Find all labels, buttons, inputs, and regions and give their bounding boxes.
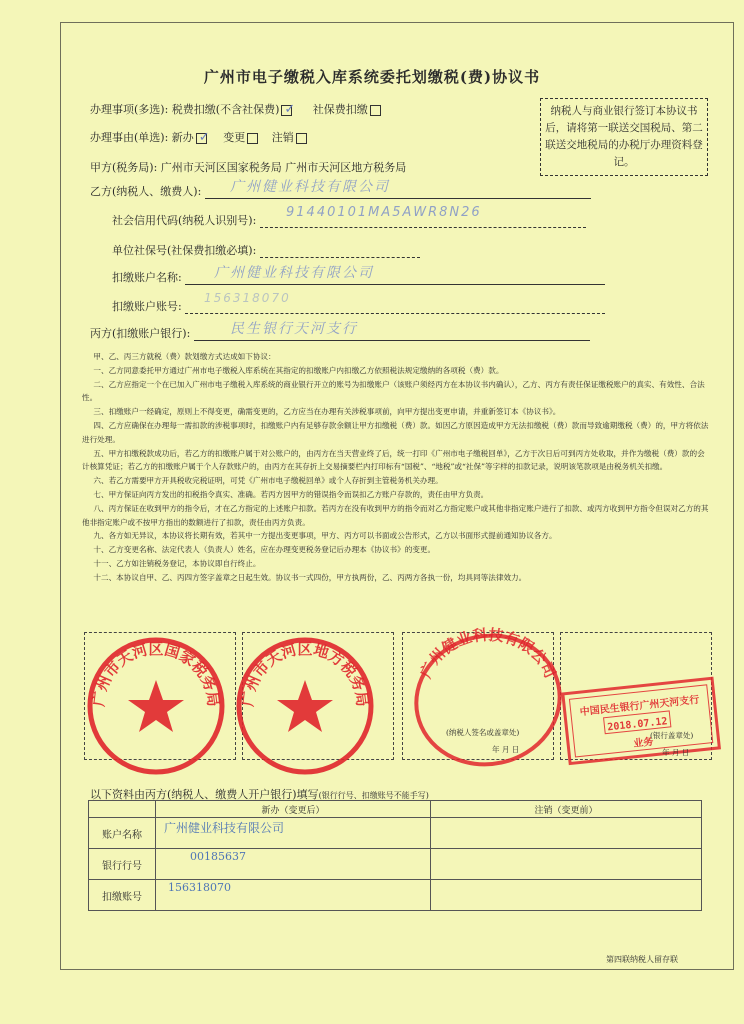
taxpayer-sign-label: (纳税人签名或盖章处) xyxy=(446,728,520,737)
bank-section-title: 以下资料由丙方(纳税人、缴费人开户银行)填写(银行行号、扣缴账号不能手写) xyxy=(90,788,429,801)
term-item: 八、丙方保证在收到甲方的指令后，才在乙方指定的上述账户扣款。若丙方在没有收到甲方的指令而对乙方指定账户或其他非指定账户进行了扣款、或丙方收到甲方指令但误对乙方的其他非指定账户或不按甲方指出的数额进行了扣款，责任由丙方负责。 xyxy=(82,503,709,527)
bank-info-table xyxy=(88,800,702,911)
footer-copy-label: 第四联纳税人留存联 xyxy=(606,955,678,964)
party-b-row: 乙方(纳税人、缴费人): xyxy=(90,183,591,199)
check-mark-icon: ✓ xyxy=(198,130,210,145)
reason-row: 办理事由(单选): 新办 ✓ 变更 注销 xyxy=(90,129,307,145)
seal-bank-tail: 业务 xyxy=(632,736,654,750)
document-title: 广州市电子缴税入库系统委托划缴税(费)协议书 xyxy=(203,68,541,86)
taxpayer-date-label: 年 月 日 xyxy=(492,745,520,754)
term-item: 九、各方如无异议，本协议将长期有效，若其中一方提出变更事项，甲方、丙方可以书面或公告形式，乙方以书面形式提前通知协议各方。 xyxy=(93,531,557,541)
seal-text: 广州健业科技有限公司 xyxy=(416,625,560,681)
seal-local-tax-icon xyxy=(239,640,372,772)
term-item: 二、乙方应指定一个在已加入广州市电子缴税入库系统的商业银行开立的账号为扣缴账户（该账户须经丙方在本协议书内确认），乙方、丙方有责任保证缴税账户的真实、有效性、合法性。 xyxy=(82,379,705,403)
party-c-row: 丙方(扣缴账户银行): xyxy=(90,325,590,341)
party-c-handwriting: 民生银行天河支行 xyxy=(230,321,358,337)
account-no-row: 扣缴账户账号: xyxy=(112,298,605,314)
term-item: 一、乙方同意委托甲方通过广州市电子缴税入库系统在其指定的扣缴账户内扣缴乙方依照税法规定缴纳的各项税（费）款。 xyxy=(93,365,504,375)
term-item: 六、若乙方需要甲方开具税收完税证明，可凭《广州市电子缴税回单》或个人存折到主管税务机关办理。 xyxy=(93,476,443,486)
bank-date-label: 年 月 日 xyxy=(662,748,690,757)
seal-text: 广州市天河区国家税务局 xyxy=(89,640,223,708)
seal-company-icon xyxy=(404,622,571,777)
term-item: 十二、本协议自甲、乙、丙四方签字盖章之日起生效。协议书一式四份，甲方执两份，乙、丙两方各执一份，均具同等法律效力。 xyxy=(93,572,527,582)
bank-seal-label: (银行盖章处) xyxy=(650,731,694,740)
table-row: 账户名称 广州健业科技有限公司 xyxy=(89,818,702,849)
credit-code-handwriting: 91440101MA5AWR8N26 xyxy=(286,205,482,220)
term-item: 十一、乙方如注销税务登记，本协议即自行终止。 xyxy=(93,558,261,568)
account-no-handwriting: 156318070 xyxy=(204,291,291,305)
term-item: 四、乙方应确保在办理每一需扣款的涉税事项时，扣缴账户内有足够存款余额让甲方扣缴税（费）款。如因乙方原因造成甲方无法扣缴税（费）款而导致逾期缴税（费）的，甲方将依法进行处理。 xyxy=(82,420,709,444)
term-item: 五、甲方扣缴税款成功后，若乙方的扣缴账户属于对公账户的，由丙方在当天营业终了后，统一打印《广州市电子缴税回单》，乙方于次日后可到丙方处收取，并作为缴税（费）款的会计核算凭证；若乙方的扣缴账户属于个人存款账户的，由丙方在其存折上交易摘要栏内打印标有“国税”、“地税”或“社保”等字样的扣款记录，说明该笔款项是由税务机关扣缴。 xyxy=(82,448,705,472)
party-a-row: 甲方(税务局): 广州市天河区国家税务局 广州市天河区地方税务局 xyxy=(90,161,407,174)
table-row: 扣缴账号 156318070 xyxy=(89,880,702,911)
items-row: 办理事项(多选): 税费扣缴(不含社保费) ✓ 社保费扣缴 xyxy=(90,101,381,117)
seal-text: 广州市天河区地方税务局 xyxy=(238,640,372,708)
seal-bank-text: 中国民生银行广州天河支行 xyxy=(579,694,700,719)
credit-code-row: 社会信用代码(纳税人识别号): xyxy=(112,212,586,228)
seal-national-tax-icon xyxy=(90,640,223,772)
term-item: 七、甲方保证向丙方发出的扣税指令真实、准确。若丙方因甲方的错误指令而误扣乙方账户存款的，责任由甲方负责。 xyxy=(93,489,489,499)
notice-box: 纳税人与商业银行签订本协议书后，请将第一联送交国税局、第二联送交地税局的办税厅办理资料登记。 xyxy=(540,98,708,176)
table-row: 银行行号 00185637 xyxy=(89,849,702,880)
check-mark-icon: ✓ xyxy=(284,102,296,117)
table-header-row xyxy=(89,801,702,818)
column-new: 新办（变更后） xyxy=(156,801,431,818)
account-name-row: 扣缴账户名称: xyxy=(112,269,605,285)
column-cancel: 注销（变更前） xyxy=(431,801,702,818)
seal-bank-date: 2018.07.12 xyxy=(606,716,669,734)
term-item: 三、扣缴账户一经确定，原则上不得变更，确需变更的，乙方应当在办理有关涉税事项前，向甲方提出变更申请，并重新签订本《协议书》。 xyxy=(93,407,561,417)
seal-bank-icon xyxy=(563,678,719,763)
term-item: 甲、乙、丙三方就税（费）款划缴方式达成如下协议： xyxy=(93,352,276,361)
account-name-handwriting: 广州健业科技有限公司 xyxy=(214,265,374,281)
party-b-handwriting: 广州健业科技有限公司 xyxy=(230,179,390,195)
social-no-row: 单位社保号(社保费扣缴必填): xyxy=(112,242,420,258)
term-item: 十、乙方变更名称、法定代表人（负责人）姓名，应在办理变更税务登记后办理本《协议书》的变更。 xyxy=(93,545,436,555)
